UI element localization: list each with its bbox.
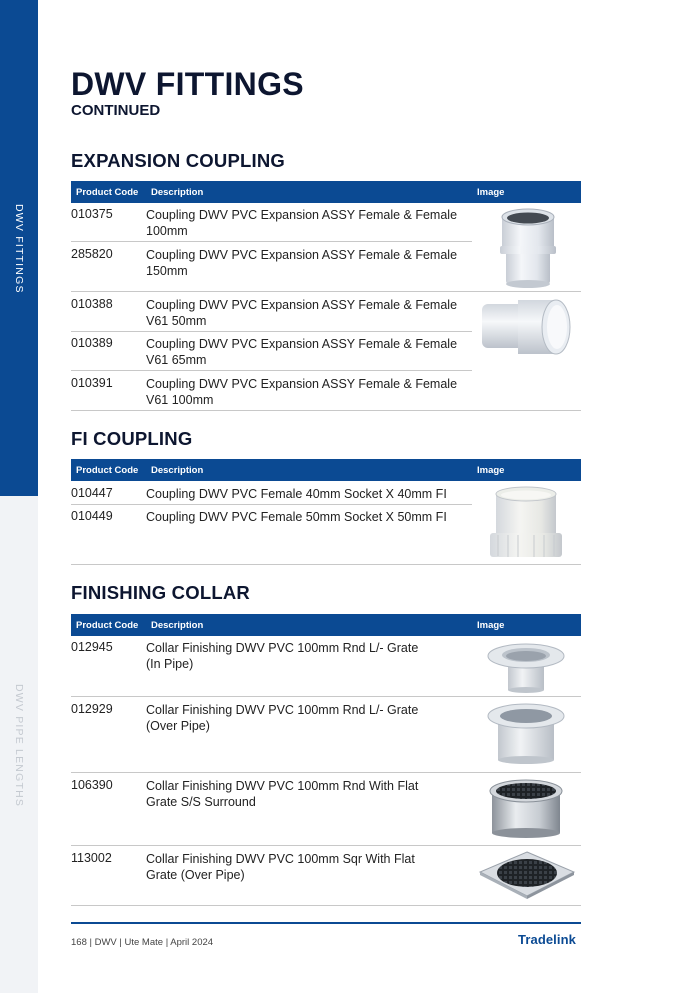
header-product-code: Product Code — [76, 187, 139, 198]
expansion-coupling-v61-image — [478, 296, 576, 358]
product-code: 012929 — [71, 702, 113, 716]
row-divider — [71, 564, 581, 565]
product-description: Coupling DWV PVC Expansion ASSY Female & Female V61 50mm — [146, 298, 458, 328]
fi-coupling-image — [486, 485, 566, 561]
tradelink-logo: Tradelink — [518, 932, 576, 947]
row-divider — [71, 370, 472, 371]
header-product-code: Product Code — [76, 620, 139, 631]
product-code: 010449 — [71, 509, 113, 523]
product-description: Coupling DWV PVC Expansion ASSY Female & Female V61 65mm — [146, 337, 458, 367]
product-description: Collar Finishing DWV PVC 100mm Rnd L/- Grate (In Pipe) — [146, 641, 419, 671]
product-description: Collar Finishing DWV PVC 100mm Rnd With Flat Grate S/S Surround — [146, 779, 419, 809]
row-divider — [71, 696, 581, 697]
header-description: Description — [151, 465, 204, 476]
expansion-coupling-image — [492, 206, 564, 288]
product-code: 010375 — [71, 207, 113, 221]
side-tab-dwv-pipe-lengths[interactable]: DWV PIPE LENGTHS — [13, 684, 25, 808]
header-product-code: Product Code — [76, 465, 139, 476]
product-code: 113002 — [71, 851, 112, 865]
product-code: 010388 — [71, 297, 113, 311]
header-image: Image — [477, 187, 505, 198]
row-divider — [71, 241, 472, 242]
section-title-fi-coupling: FI COUPLING — [71, 428, 193, 449]
product-code: 012945 — [71, 640, 113, 654]
header-description: Description — [151, 620, 204, 631]
footer-text: 168 | DWV | Ute Mate | April 2024 — [71, 937, 214, 948]
table-header — [71, 459, 581, 481]
product-description: Coupling DWV PVC Female 50mm Socket X 50mm FI — [146, 510, 447, 524]
product-code: 106390 — [71, 778, 113, 792]
product-code: 010447 — [71, 486, 113, 500]
collar-in-pipe-image — [486, 638, 566, 694]
row-divider — [71, 772, 581, 773]
product-description: Collar Finishing DWV PVC 100mm Rnd L/- Grate (Over Pipe) — [146, 703, 419, 733]
row-divider — [71, 291, 581, 292]
row-divider — [71, 331, 472, 332]
header-description: Description — [151, 187, 204, 198]
section-title-finishing-collar: FINISHING COLLAR — [71, 582, 250, 603]
header-image: Image — [477, 620, 505, 631]
product-code: 285820 — [71, 247, 113, 261]
product-description: Coupling DWV PVC Expansion ASSY Female & Female V61 100mm — [146, 377, 458, 407]
product-description: Coupling DWV PVC Expansion ASSY Female & Female 150mm — [146, 248, 458, 278]
table-header — [71, 614, 581, 636]
row-divider — [71, 504, 472, 505]
row-divider — [71, 845, 581, 846]
product-description: Coupling DWV PVC Expansion ASSY Female & Female 100mm — [146, 208, 458, 238]
footer-rule — [71, 922, 581, 924]
header-image: Image — [477, 465, 505, 476]
collar-over-pipe-image — [486, 702, 566, 766]
page-title: DWV FITTINGS — [71, 66, 304, 102]
page-subtitle: CONTINUED — [71, 102, 161, 119]
product-description: Collar Finishing DWV PVC 100mm Sqr With Flat Grate (Over Pipe) — [146, 852, 415, 882]
product-code: 010389 — [71, 336, 113, 350]
row-divider — [71, 410, 581, 411]
table-header — [71, 181, 581, 203]
section-title-expansion-coupling: EXPANSION COUPLING — [71, 150, 285, 171]
side-tab-dwv-fittings[interactable]: DWV FITTINGS — [13, 204, 25, 294]
product-code: 010391 — [71, 376, 113, 390]
product-description: Coupling DWV PVC Female 40mm Socket X 40mm FI — [146, 487, 447, 501]
row-divider — [71, 905, 581, 906]
collar-square-grate-image — [478, 850, 576, 900]
collar-flat-grate-image — [486, 777, 566, 839]
